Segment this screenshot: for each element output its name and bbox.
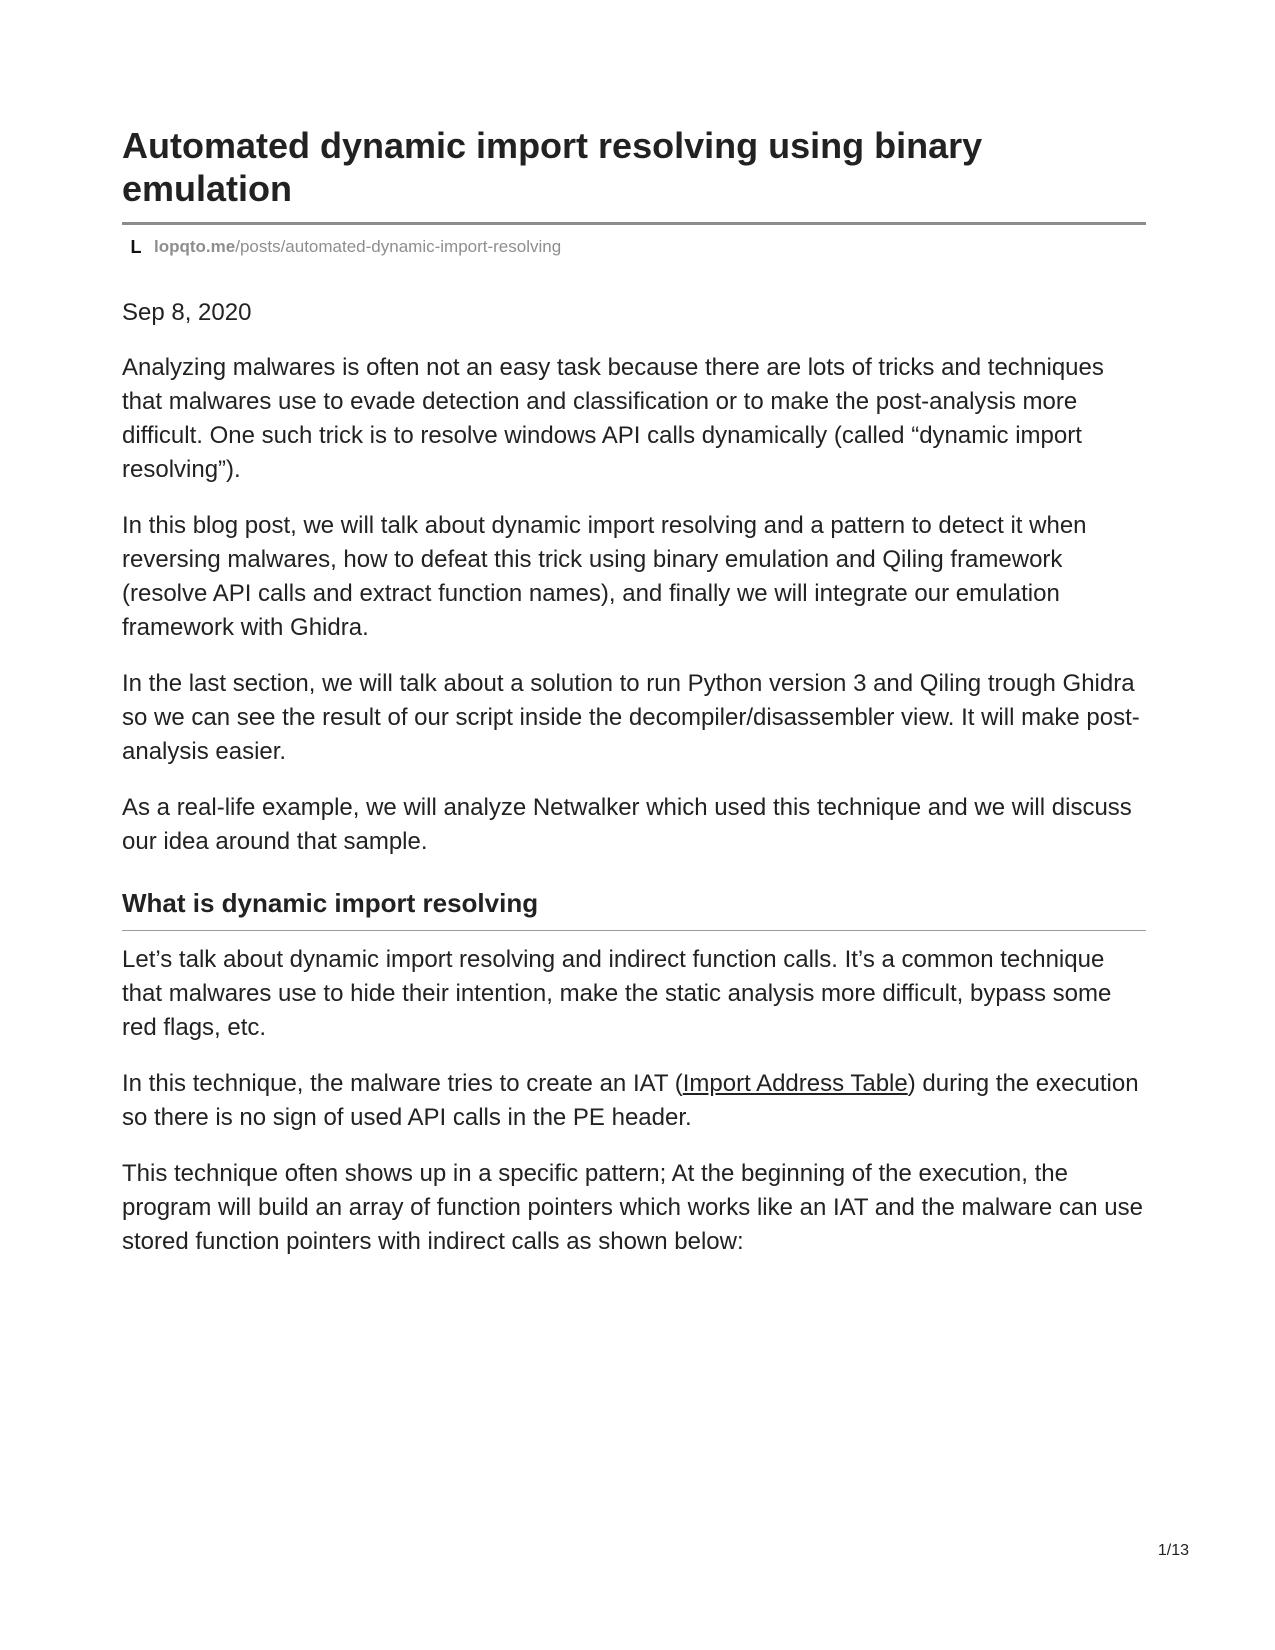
page-title: Automated dynamic import resolving using binary emulation xyxy=(122,125,983,209)
section-paragraph-1: Let’s talk about dynamic import resolving and indirect function calls. It’s a common technique that malwares use to hide their intention, make the static analysis more difficult, bypass some red flags, etc. xyxy=(122,946,1112,1041)
page-number: 1/13 xyxy=(1157,1542,1189,1559)
site-logo-icon: L xyxy=(130,236,142,257)
section-paragraph-2 xyxy=(122,1067,1146,1135)
post-date: Sep 8, 2020 xyxy=(122,299,252,326)
source-domain: lopqto.me xyxy=(154,237,236,256)
intro-paragraph-3: In the last section, we will talk about a solution to run Python version 3 and Qiling trough Ghidra so we can see the result of our script inside the decompiler/disassembler view. It will make post-analysis easier. xyxy=(122,670,1140,765)
paragraph-text-before-link: In this technique, the malware tries to create an IAT ( xyxy=(122,1070,683,1097)
paragraph-text-after-link: ) during the execution so there is no sign of used API calls in the PE header. xyxy=(122,1070,1139,1131)
section-paragraph-3: This technique often shows up in a specific pattern; At the beginning of the execution, the program will build an array of function pointers which works like an IAT and the malware can use stored function pointers with indirect calls as shown below: xyxy=(122,1160,1143,1255)
source-path: /posts/automated-dynamic-import-resolving xyxy=(235,237,562,256)
intro-paragraph-2: In this blog post, we will talk about dynamic import resolving and a pattern to detect it when reversing malwares, how to defeat this trick using binary emulation and Qiling framework (resolve API calls and extract function names), and finally we will integrate our emulation framework with Ghidra. xyxy=(122,512,1087,641)
import-address-table-link[interactable]: Import Address Table xyxy=(682,1070,908,1097)
source-link[interactable] xyxy=(122,236,1146,258)
section-divider xyxy=(122,930,1146,931)
section-heading: What is dynamic import resolving xyxy=(122,888,539,918)
title-divider xyxy=(122,222,1146,225)
intro-paragraph-1: Analyzing malwares is often not an easy task because there are lots of tricks and techniques that malwares use to evade detection and classification or to make the post-analysis more difficult. One such trick is to resolve windows API calls dynamically (called “dynamic import resolving”). xyxy=(122,354,1104,483)
intro-paragraph-4: As a real-life example, we will analyze Netwalker which used this technique and we will discuss our idea around that sample. xyxy=(122,794,1132,855)
article xyxy=(122,124,1146,1259)
